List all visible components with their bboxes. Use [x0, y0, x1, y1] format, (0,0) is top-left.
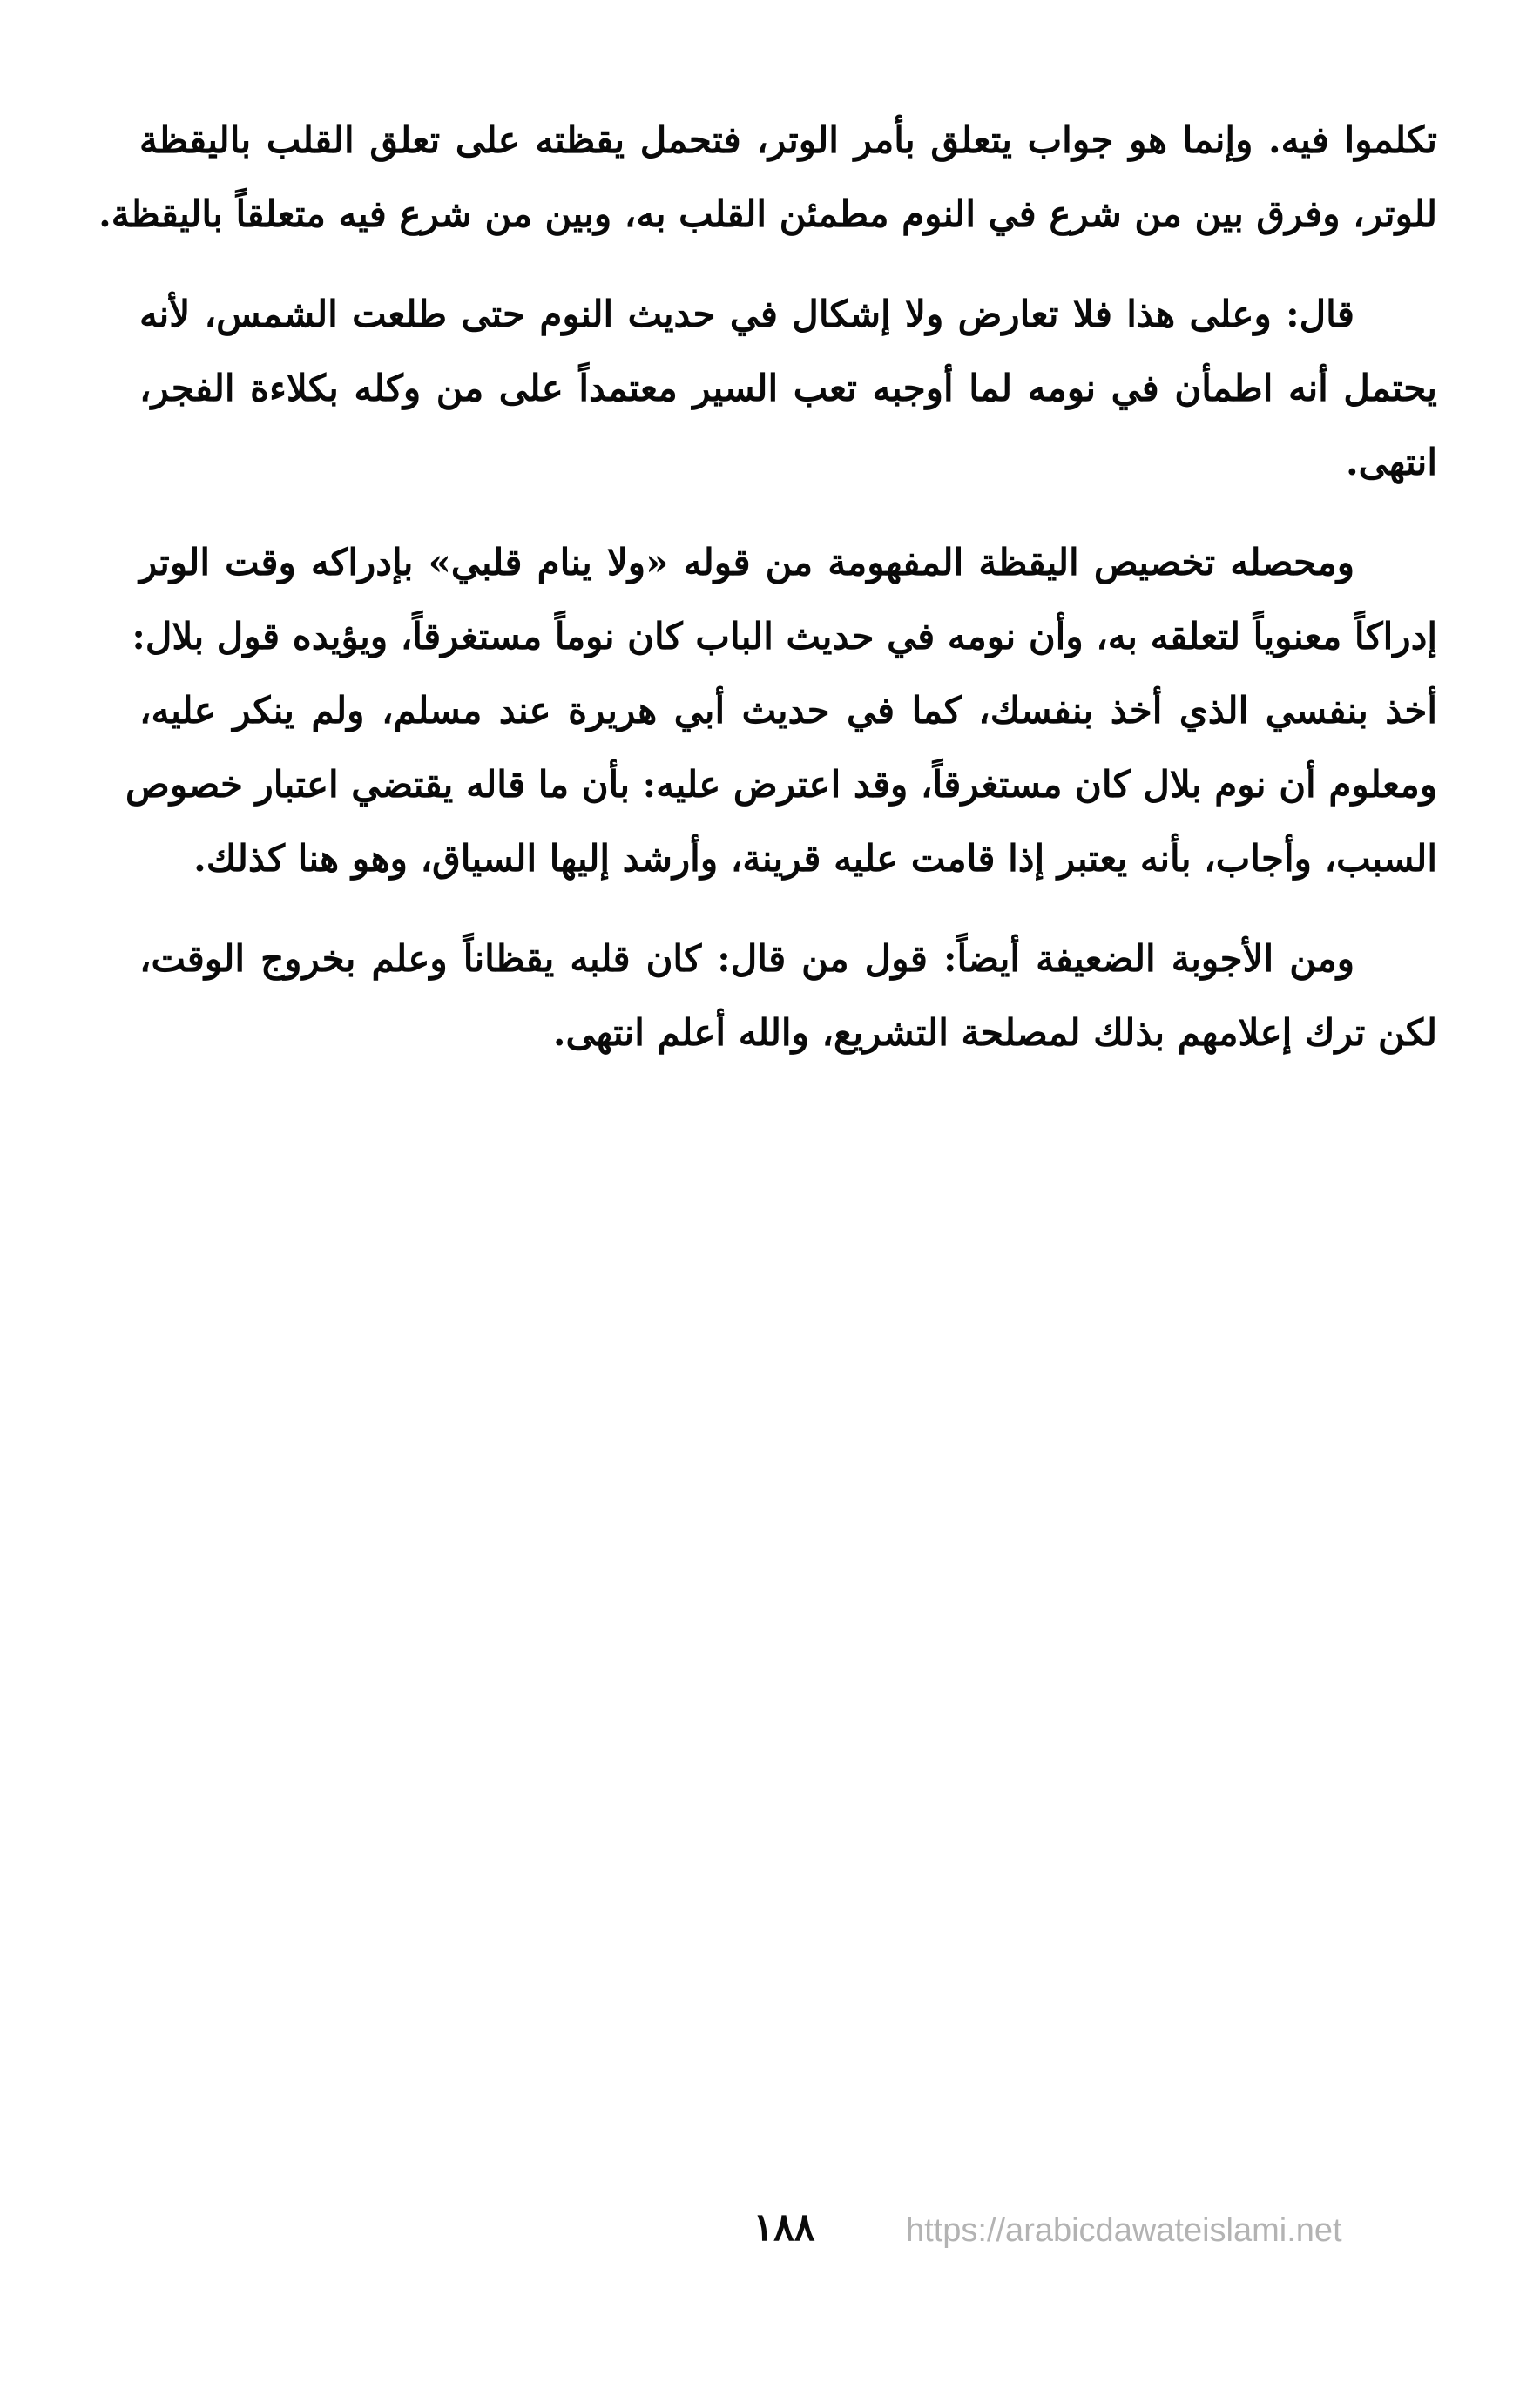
text-line: السبب، وأجاب، بأنه يعتبر إذا قامت عليه قرينة، وأرشد إليها السياق، وهو هنا كذلك.: [193, 837, 1437, 880]
paragraph-3: [125, 525, 1437, 895]
paragraph-4: [139, 921, 1437, 1070]
text-line: تكلموا فيه. وإنما هو جواب يتعلق بأمر الوتر، فتحمل يقظته على تعلق القلب باليقظة: [139, 118, 1437, 161]
watermark-url: https://arabicdawateislami.net: [906, 2212, 1342, 2249]
body-text: [98, 103, 1437, 1096]
text-line: للوتر، وفرق بين من شرع في النوم مطمئن القلب به، وبين من شرع فيه متعلقاً باليقظة.: [98, 192, 1437, 235]
text-line: يحتمل أنه اطمأن في نومه لما أوجبه تعب السير معتمداً على من وكله بكلاءة الفجر،: [139, 367, 1437, 409]
text-line: إدراكاً معنوياً لتعلقه به، وأن نومه في حديث الباب كان نوماً مستغرقاً، ويؤيده قول بلال:: [132, 615, 1437, 658]
text-line: ومحصله تخصيص اليقظة المفهومة من قوله «ولا ينام قلبي» بإدراكه وقت الوتر: [139, 541, 1354, 584]
page-number: ١٨٨: [753, 2205, 815, 2250]
text-line: أخذ بنفسي الذي أخذ بنفسك، كما في حديث أبي هريرة عند مسلم، ولم ينكر عليه،: [139, 689, 1437, 732]
paragraph-1: [98, 103, 1437, 251]
text-line: ومعلوم أن نوم بلال كان مستغرقاً، وقد اعترض عليه: بأن ما قاله يقتضي اعتبار خصوص: [125, 763, 1437, 806]
text-line: قال: وعلى هذا فلا تعارض ولا إشكال في حديث النوم حتى طلعت الشمس، لأنه: [139, 293, 1354, 335]
text-line: لكن ترك إعلامهم بذلك لمصلحة التشريع، والله أعلم انتهى.: [552, 1011, 1437, 1054]
text-line: انتهى.: [1345, 441, 1437, 483]
text-line: ومن الأجوبة الضعيفة أيضاً: قول من قال: كان قلبه يقظاناً وعلم بخروج الوقت،: [139, 937, 1354, 980]
paragraph-2: [139, 277, 1437, 499]
